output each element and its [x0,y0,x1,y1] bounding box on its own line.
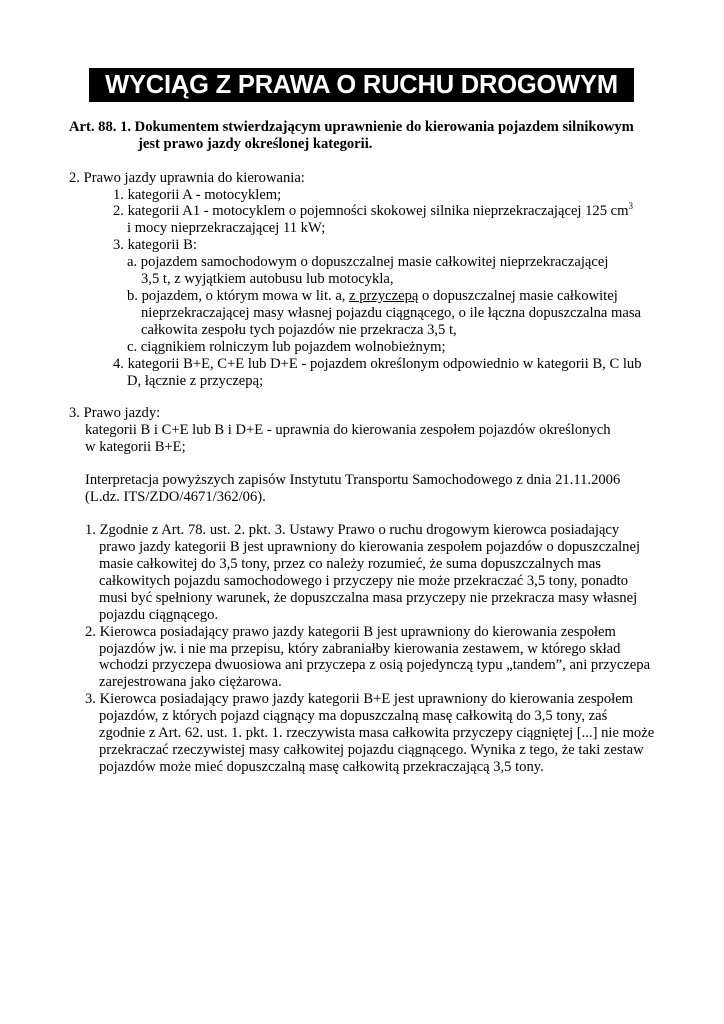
point-2-line-3: wchodzi przyczepa dwuosiowa ani przyczepa z osią pojedynczą typu „tandem”, ani przyczepa [99,657,651,673]
sec2-item-4-line-1: 4. kategorii B+E, C+E lub D+E - pojazdem określonym odpowiednio w kategorii B, C lub [113,356,642,372]
sec2-item-4-line-2: D, łącznie z przyczepą; [127,373,264,389]
point-3-line-2: pojazdów, z których pojazd ciągnący ma dopuszczalną masę całkowitą do 3,5 tony, zaś [99,708,608,724]
point-2-line-2: pojazdów jw. i nie ma przepisu, który zabraniałby kierowania zestawem, w którego skład [99,641,621,657]
art88-line-1: Art. 88. 1. Dokumentem stwierdzającym uprawnienie do kierowania pojazdem silnikowym [69,119,634,135]
superscript-3: 3 [628,201,633,212]
sec2-item-3b-line-3: całkowita zespołu tych pojazdów nie przekracza 3,5 t, [141,322,457,338]
sec2-item-3b-line-1: b. pojazdem, o którym mowa w lit. a, z przyczepą o dopuszczalnej masie całkowitej [127,288,618,304]
point-1-line-3: masie całkowitej do 3,5 tony, przez co należy rozumieć, że suma dopuszczalnych mas [99,556,601,572]
point-2-line-4: zarejestrowana jako ciężarowa. [99,674,282,690]
sec2-item-3: 3. kategorii B: [113,237,197,253]
sec2-item-3b-line-2: nieprzekraczającej masy własnej pojazdu ciągnącego, o ile łączna dopuszczalna masa [141,305,641,321]
document-title: WYCIĄG Z PRAWA O RUCHU DROGOWYM [89,68,634,102]
point-2-line-1: 2. Kierowca posiadający prawo jazdy kategorii B jest uprawniony do kierowania zespołem [85,624,616,640]
art88-line-2: jest prawo jazdy określonej kategorii. [138,136,373,152]
point-1-line-6: pojazdu ciągnącego. [99,607,219,623]
point-1-line-5: musi być spełniony warunek, że dopuszczalna masa przyczepy nie przekracza masy własnej [99,590,638,606]
sec2-item-3c: c. ciągnikiem rolniczym lub pojazdem wolnobieżnym; [127,339,446,355]
sec2-intro: 2. Prawo jazdy uprawnia do kierowania: [69,170,305,186]
interpretation-line-2: (L.dz. ITS/ZDO/4671/362/06). [85,489,266,505]
sec2-item-1: 1. kategorii A - motocyklem; [113,187,282,203]
point-3-line-1: 3. Kierowca posiadający prawo jazdy kategorii B+E jest uprawniony do kierowania zespołem [85,691,634,707]
point-3-line-3: zgodnie z Art. 62. ust. 1. pkt. 1. rzeczywista masa całkowita przyczepy ciągniętej [...] nie może [99,725,655,741]
point-1-line-2: prawo jazdy kategorii B jest uprawniony do kierowania zespołem pojazdów o dopuszczalnej [99,539,641,555]
underlined-phrase: z przyczepą [349,288,419,304]
point-3-line-5: pojazdów może mieć dopuszczalną masę całkowitą przekraczającą 3,5 tony. [99,759,544,775]
interpretation-line-1: Interpretacja powyższych zapisów Instytutu Transportu Samochodowego z dnia 21.11.2006 [85,472,621,488]
sec2-item-3a-line-1: a. pojazdem samochodowym o dopuszczalnej masie całkowitej nieprzekraczającej [127,254,609,270]
point-1-line-4: całkowitych pojazdu samochodowego i przyczepy nie może przekraczać 3,5 tony, ponadto [99,573,629,589]
point-1-line-1: 1. Zgodnie z Art. 78. ust. 2. pkt. 3. Ustawy Prawo o ruchu drogowym kierowca posiadający [85,522,620,538]
sec2-item-2-line-2: i mocy nieprzekraczającej 11 kW; [127,220,326,236]
sec3-intro: 3. Prawo jazdy: [69,405,161,421]
sec2-item-3a-line-2: 3,5 t, z wyjątkiem autobusu lub motocykla, [141,271,394,287]
sec2-item-2-line-1: 2. kategorii A1 - motocyklem o pojemności skokowej silnika nieprzekraczającej 125 $cm^3$ [113,201,633,219]
point-3-line-4: przekraczać rzeczywistej masy całkowitej pojazdu ciągnącego. Wynika z tego, że taki zestaw [99,742,644,758]
sec3-line-2: w kategorii B+E; [85,439,186,455]
sec3-line-1: kategorii B i C+E lub B i D+E - uprawnia do kierowania zespołem pojazdów określonych [85,422,611,438]
